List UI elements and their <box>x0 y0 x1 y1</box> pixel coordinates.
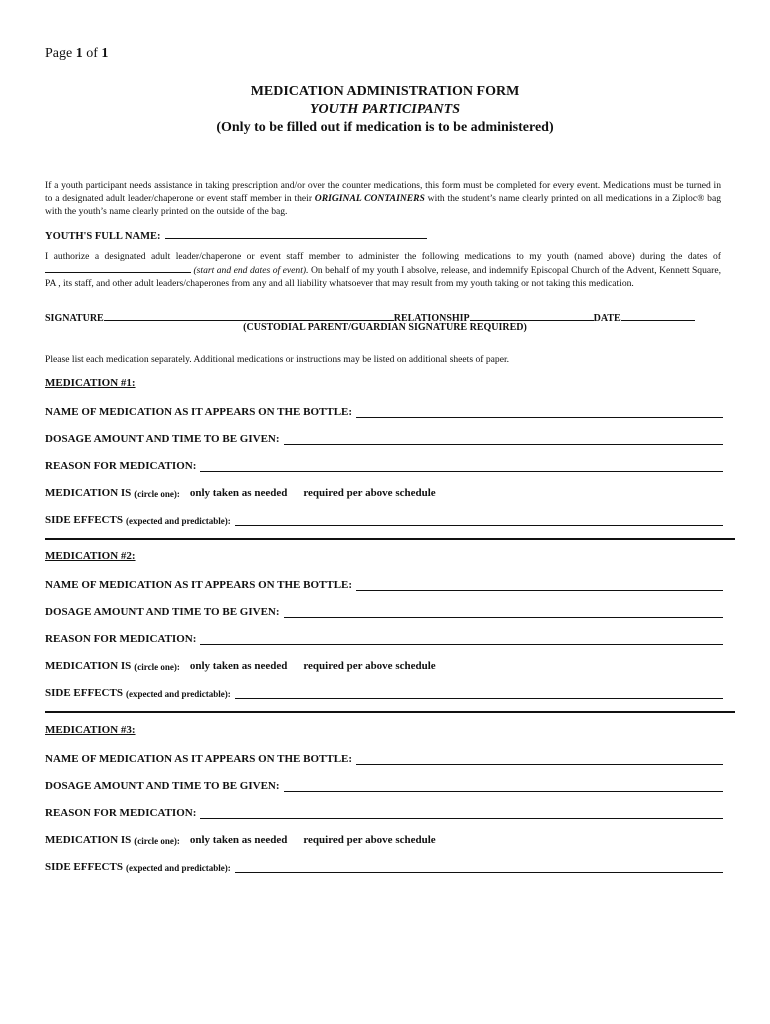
medication-is-row <box>45 658 725 672</box>
date-label: DATE <box>593 313 621 324</box>
reason-label: REASON FOR MEDICATION: <box>45 807 197 819</box>
reason-label: REASON FOR MEDICATION: <box>45 633 197 645</box>
option-scheduled[interactable]: required per above schedule <box>303 660 436 672</box>
form-note: (Only to be filled out if medication is to be administered) <box>216 120 554 135</box>
page-current: 1 <box>75 46 83 61</box>
dosage-input[interactable] <box>284 434 723 445</box>
reason-input[interactable] <box>200 808 723 819</box>
medication-name-row <box>45 404 725 418</box>
medication-is-label: MEDICATION IS <box>45 487 132 499</box>
side-effects-row <box>45 685 725 699</box>
dosage-label: DOSAGE AMOUNT AND TIME TO BE GIVEN: <box>45 780 280 792</box>
option-scheduled[interactable]: required per above schedule <box>303 487 436 499</box>
form-header <box>0 83 770 137</box>
intro-text-after: with the student’s name clearly printed on all medications in a Ziploc® bag with the youth’s name clearly printed on the outside of the bag. <box>45 193 722 217</box>
side-effects-row <box>45 859 725 873</box>
youth-name-field <box>45 228 427 242</box>
auth-italic-note: (start and end dates of event). <box>191 265 309 276</box>
medication-is-row <box>45 485 725 499</box>
reason-input[interactable] <box>200 634 723 645</box>
reason-row <box>45 631 725 645</box>
medication-is-row <box>45 832 725 846</box>
dosage-row <box>45 778 725 792</box>
relationship-input[interactable] <box>470 311 594 321</box>
option-as-needed[interactable]: only taken as needed <box>189 487 288 499</box>
section-divider <box>45 538 735 540</box>
date-input[interactable] <box>621 311 695 321</box>
dosage-input[interactable] <box>284 607 723 618</box>
medication-heading: MEDICATION #1: <box>45 377 136 389</box>
page-of: of <box>86 46 98 61</box>
dosage-label: DOSAGE AMOUNT AND TIME TO BE GIVEN: <box>45 606 280 618</box>
medication-heading: MEDICATION #3: <box>45 724 136 736</box>
medication-name-input[interactable] <box>356 407 723 418</box>
signature-label: SIGNATURE <box>45 313 104 324</box>
instructions-text: Please list each medication separately. Additional medications or instructions may be listed on additional sheets of paper. <box>45 354 510 365</box>
dosage-input[interactable] <box>284 781 723 792</box>
medication-section-2 <box>45 550 725 699</box>
option-as-needed[interactable]: only taken as needed <box>189 834 288 846</box>
youth-name-input[interactable] <box>165 228 427 239</box>
form-title: MEDICATION ADMINISTRATION FORM <box>250 84 520 99</box>
reason-row <box>45 805 725 819</box>
side-effects-note: (expected and predictable): <box>125 689 231 699</box>
event-dates-input[interactable] <box>45 263 191 273</box>
signature-requirement: (CUSTODIAL PARENT/GUARDIAN SIGNATURE REQUIRED) <box>243 322 527 333</box>
side-effects-note: (expected and predictable): <box>125 516 231 526</box>
medication-section-1 <box>45 377 725 526</box>
medication-is-label: MEDICATION IS <box>45 660 132 672</box>
page-indicator <box>45 46 108 62</box>
side-effects-row <box>45 512 725 526</box>
section-divider <box>45 711 735 713</box>
circle-one-note: (circle one): <box>134 836 180 846</box>
signature-input[interactable] <box>104 311 394 321</box>
dosage-row <box>45 604 725 618</box>
auth-text-before: I authorize a designated adult leader/chaperone or event staff member to administer the following medications to my youth (named above) during the dates of <box>45 251 721 262</box>
medication-name-label: NAME OF MEDICATION AS IT APPEARS ON THE BOTTLE: <box>45 579 353 591</box>
medication-name-row <box>45 577 725 591</box>
reason-label: REASON FOR MEDICATION: <box>45 460 197 472</box>
page-total: 1 <box>101 46 109 61</box>
medication-name-input[interactable] <box>356 580 723 591</box>
authorization-paragraph <box>45 250 721 290</box>
side-effects-label: SIDE EFFECTS <box>45 861 123 873</box>
side-effects-input[interactable] <box>235 515 723 526</box>
circle-one-note: (circle one): <box>134 662 180 672</box>
intro-text-before: If a youth participant needs assistance in taking prescription and/or over the counter medications, this form must be completed for every event. Medications must be turned in to a designated adult leader/chaperone or event staff member in their <box>45 180 721 204</box>
medication-heading: MEDICATION #2: <box>45 550 136 562</box>
page-label: Page <box>45 46 73 61</box>
option-scheduled[interactable]: required per above schedule <box>303 834 436 846</box>
option-as-needed[interactable]: only taken as needed <box>189 660 288 672</box>
side-effects-label: SIDE EFFECTS <box>45 514 123 526</box>
form-subtitle: YOUTH PARTICIPANTS <box>310 102 460 117</box>
side-effects-note: (expected and predictable): <box>125 863 231 873</box>
side-effects-input[interactable] <box>235 862 723 873</box>
reason-input[interactable] <box>200 461 723 472</box>
intro-paragraph <box>45 179 721 218</box>
medication-name-label: NAME OF MEDICATION AS IT APPEARS ON THE BOTTLE: <box>45 406 353 418</box>
side-effects-input[interactable] <box>235 688 723 699</box>
medication-name-row <box>45 751 725 765</box>
medication-section-3 <box>45 724 725 873</box>
auth-text-after: On behalf of my youth I absolve, release, and indemnify Episcopal Church of the Advent, Kennett Square, PA , its staff, and other adult leaders/chaperones from any and all liability whatsoever that may result from my youth taking or not taking this medication. <box>45 265 722 289</box>
medication-name-input[interactable] <box>356 754 723 765</box>
intro-emphasis: ORIGINAL CONTAINERS <box>314 193 425 204</box>
medication-name-label: NAME OF MEDICATION AS IT APPEARS ON THE BOTTLE: <box>45 753 353 765</box>
reason-row <box>45 458 725 472</box>
youth-name-label: YOUTH'S FULL NAME: <box>45 231 161 242</box>
circle-one-note: (circle one): <box>134 489 180 499</box>
medication-is-label: MEDICATION IS <box>45 834 132 846</box>
dosage-row <box>45 431 725 445</box>
relationship-label: RELATIONSHIP <box>393 313 470 324</box>
dosage-label: DOSAGE AMOUNT AND TIME TO BE GIVEN: <box>45 433 280 445</box>
side-effects-label: SIDE EFFECTS <box>45 687 123 699</box>
